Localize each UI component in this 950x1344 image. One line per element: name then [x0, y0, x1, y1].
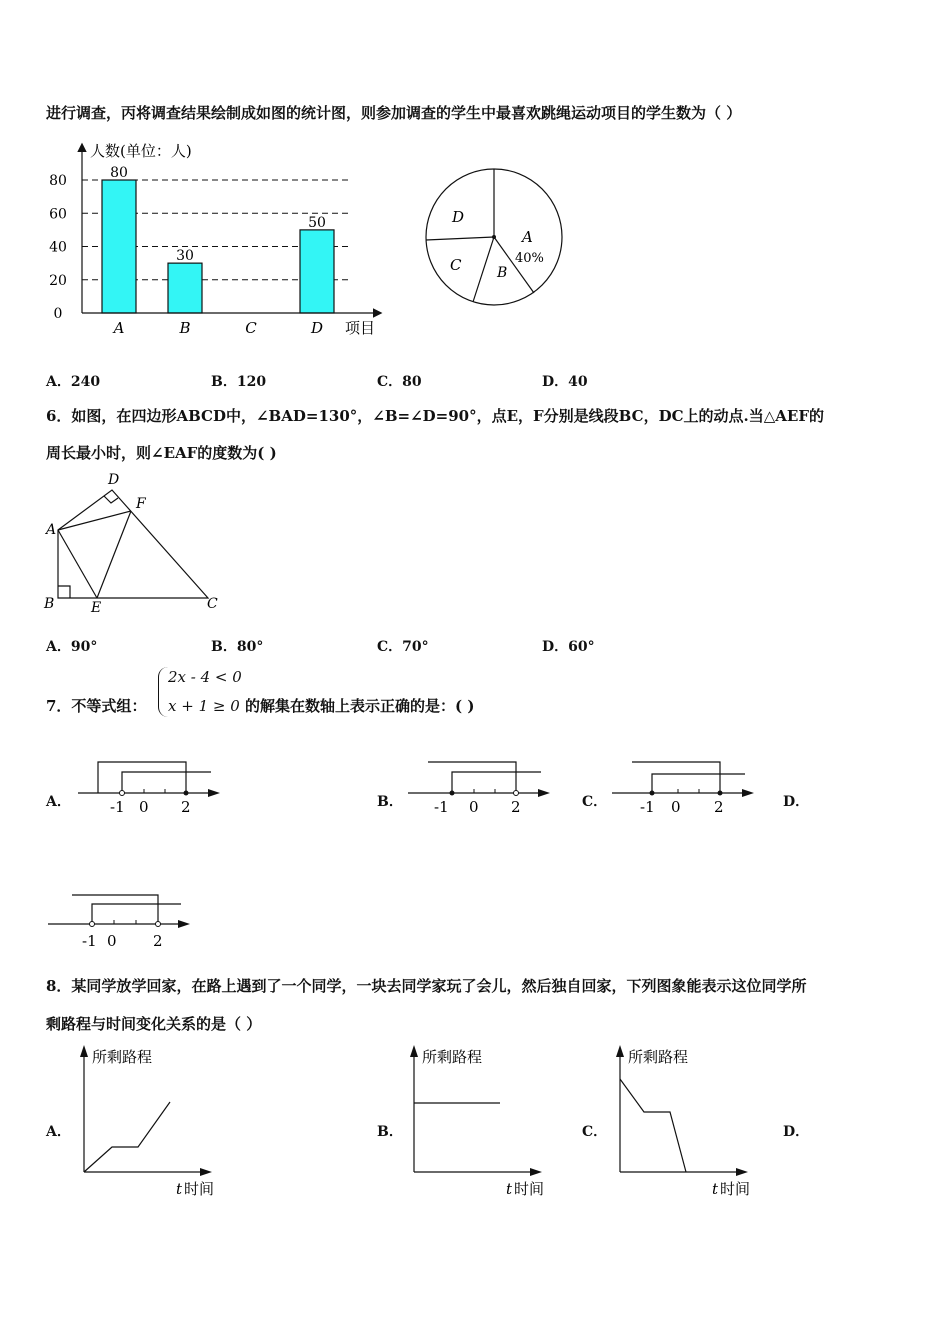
tick-label: 2 — [153, 932, 163, 950]
point-e-label: E — [91, 600, 102, 616]
q7-option-a[interactable]: A． — [46, 794, 71, 810]
x-axis-t: t — [176, 1180, 183, 1198]
tick-label: 0 — [107, 932, 117, 950]
x-tick-label: D — [310, 319, 324, 337]
point-a-label: A — [46, 522, 57, 538]
point-c-label: C — [207, 596, 218, 612]
q8-option-a[interactable]: A． — [46, 1124, 71, 1140]
point-b-label: B — [44, 596, 55, 612]
y-axis-label: 所剩路程 — [628, 1048, 689, 1066]
pie-label-b: B — [497, 265, 508, 281]
q7-option-d[interactable]: D． — [783, 794, 810, 810]
pie-label-a: A — [522, 228, 533, 246]
q8-option-d[interactable]: D． — [783, 1124, 810, 1140]
q5-option-a[interactable]: A．240 — [46, 374, 101, 390]
bar-value-label: 30 — [176, 248, 194, 265]
q6-quadrilateral-figure — [40, 468, 240, 618]
bar-a — [102, 180, 136, 313]
y-axis-label: 所剩路程 — [422, 1048, 483, 1066]
q7-option-b[interactable]: B． — [377, 794, 403, 810]
y-axis-label: 所剩路程 — [92, 1048, 153, 1066]
q8-option-b[interactable]: B． — [377, 1124, 403, 1140]
q6-option-d[interactable]: D．60° — [542, 639, 595, 655]
q7-option-c[interactable]: C． — [582, 794, 608, 810]
q7-number-line-c[interactable] — [612, 755, 762, 820]
x-tick-label: C — [245, 319, 257, 337]
q8-stem-line2: 剩路程与时间变化关系的是（ ） — [46, 1015, 262, 1033]
x-axis-label: 时间 — [514, 1180, 545, 1198]
x-axis-label: 时间 — [184, 1180, 215, 1198]
tick-label: 0 — [671, 798, 681, 816]
y-tick-label: 20 — [49, 272, 67, 289]
point-f-label: F — [136, 496, 146, 512]
x-axis-label: 时间 — [720, 1180, 751, 1198]
pie-label-c: C — [450, 256, 462, 274]
q7-stem-suffix: 的解集在数轴上表示正确的是：( ) — [245, 697, 475, 715]
y-tick-label: 60 — [49, 206, 67, 223]
tick-label: -1 — [110, 798, 125, 816]
point-d-label: D — [108, 472, 120, 488]
bar-d — [300, 230, 334, 313]
q5-option-d[interactable]: D．40 — [542, 374, 588, 390]
pie-divider — [426, 237, 494, 240]
x-axis-t: t — [712, 1180, 719, 1198]
q7-stem-prefix: 7．不等式组： — [46, 697, 147, 715]
tick-label: -1 — [640, 798, 655, 816]
q7-inequality-2: x + 1 ≥ 0 — [168, 697, 240, 715]
q8-stem-line1: 8．某同学放学回家，在路上遇到了一个同学，一块去同学家玩了会儿，然后独自回家，下列图象能表示这位同学所 — [46, 977, 807, 995]
q7-number-line-a[interactable] — [78, 758, 228, 820]
y-tick-label: 80 — [49, 173, 67, 189]
bar-value-label: 50 — [308, 214, 326, 231]
q6-option-c[interactable]: C．70° — [377, 639, 429, 655]
x-tick-label: B — [179, 319, 191, 337]
y-axis-title: 人数(单位：人) — [90, 142, 192, 160]
bar-b — [168, 263, 202, 313]
q5-stem: 进行调查，丙将调查结果绘制成如图的统计图，则参加调查的学生中最喜欢跳绳运动项目的学生数为（ ） — [46, 104, 742, 122]
q7-number-line-d[interactable] — [48, 890, 198, 955]
q7-inequality-1: 2x - 4 < 0 — [168, 668, 242, 686]
x-tick-label: A — [113, 319, 125, 337]
q5-bar-chart — [40, 135, 400, 345]
q6-stem-line2: 周长最小时，则∠EAF的度数为( ) — [46, 444, 277, 462]
tick-label: 0 — [139, 798, 149, 816]
tick-label: 0 — [469, 798, 479, 816]
tick-label: -1 — [82, 932, 97, 950]
y-tick-label: 40 — [49, 239, 67, 256]
q7-number-line-b[interactable] — [408, 758, 558, 820]
pie-divider — [473, 237, 494, 302]
q6-stem-line1: 6．如图，在四边形ABCD中，∠BAD=130°，∠B=∠D=90°，点E，F分别是线段BC，DC上的动点.当△AEF的 — [46, 407, 824, 425]
q5-option-b[interactable]: B．120 — [211, 374, 267, 390]
x-axis-t: t — [506, 1180, 513, 1198]
bar-value-label: 80 — [110, 165, 128, 181]
tick-label: 2 — [511, 798, 521, 816]
q6-option-b[interactable]: B．80° — [211, 639, 264, 655]
q5-option-c[interactable]: C．80 — [377, 374, 422, 390]
q8-graph-b[interactable] — [400, 1042, 560, 1202]
tick-label: -1 — [434, 798, 449, 816]
q6-option-a[interactable]: A．90° — [46, 639, 98, 655]
y-tick-label: 0 — [53, 306, 63, 322]
q8-graph-c[interactable] — [606, 1042, 766, 1202]
tick-label: 2 — [181, 798, 191, 816]
pie-label-a-percent: 40% — [515, 251, 544, 266]
q5-pie-chart — [420, 160, 580, 320]
q8-graph-a[interactable] — [70, 1042, 230, 1202]
x-axis-title: 项目 — [345, 319, 376, 337]
q8-option-c[interactable]: C． — [582, 1124, 608, 1140]
pie-label-d: D — [452, 208, 465, 226]
tick-label: 2 — [714, 798, 724, 816]
